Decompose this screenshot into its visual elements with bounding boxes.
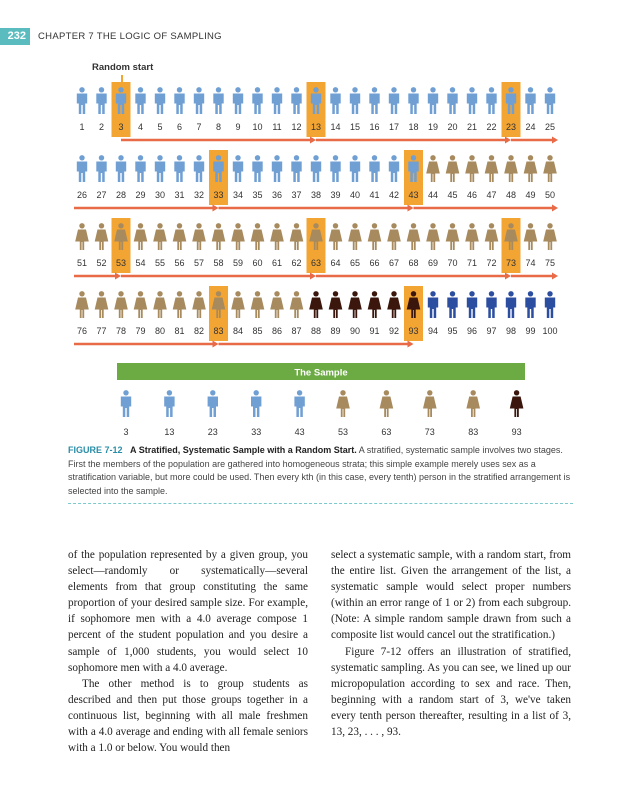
population-number: 12: [291, 122, 302, 132]
sample-number: 3: [123, 427, 129, 437]
population-number: 46: [466, 190, 478, 200]
sample-number: 53: [337, 427, 349, 437]
male-light-person-icon: [467, 87, 477, 114]
male-dark-person-icon: [428, 291, 438, 318]
population-number: 87: [291, 326, 302, 336]
population-number: 74: [525, 258, 536, 268]
sample-label: The Sample: [294, 367, 348, 379]
female-light-person-icon: [75, 223, 89, 250]
population-number: 55: [154, 258, 166, 268]
male-dark-person-icon: [525, 291, 535, 318]
population-number: 23: [505, 122, 517, 132]
interval-arrow-head: [115, 273, 121, 280]
population-number: 91: [369, 326, 380, 336]
population-number: 77: [96, 326, 107, 336]
population-number: 39: [330, 190, 341, 200]
female-light-person-icon: [290, 223, 304, 250]
population-number: 29: [135, 190, 146, 200]
population-number: 51: [76, 258, 88, 268]
interval-arrow-head: [552, 137, 558, 144]
population-number: 45: [447, 190, 458, 200]
population-number: 26: [76, 190, 88, 200]
population-number: 71: [466, 258, 478, 268]
population-number: 20: [447, 122, 458, 132]
population-number: 7: [196, 122, 202, 132]
male-light-person-icon: [369, 87, 379, 114]
population-number: 10: [252, 122, 263, 132]
interval-arrow-head: [552, 273, 558, 280]
sample-number: 83: [468, 427, 479, 437]
male-light-person-icon: [272, 87, 282, 114]
figure-title: A Stratified, Systematic Sample with a Random Start.: [130, 445, 357, 455]
female-light-person-icon: [153, 223, 167, 250]
running-head: CHAPTER 7 THE LOGIC OF SAMPLING: [38, 31, 222, 42]
random-start-label: Random start: [92, 62, 154, 73]
female-light-person-icon: [231, 223, 245, 250]
population-number: 85: [252, 326, 263, 336]
female-light-person-icon: [114, 291, 128, 318]
population-number: 78: [115, 326, 127, 336]
male-light-person-icon: [369, 155, 379, 182]
population-number: 80: [154, 326, 166, 336]
female-light-person-icon: [173, 223, 187, 250]
female-light-person-icon: [524, 155, 538, 182]
population-number: 53: [115, 258, 127, 268]
population-number: 17: [388, 122, 400, 132]
male-light-person-icon: [135, 87, 145, 114]
population-number: 97: [486, 326, 497, 336]
population-number: 48: [505, 190, 517, 200]
population-number: 96: [466, 326, 478, 336]
male-light-person-icon: [350, 155, 360, 182]
male-dark-person-icon: [467, 291, 477, 318]
interval-arrow-head: [505, 273, 511, 280]
female-light-person-icon: [504, 155, 518, 182]
paragraph: of the population represented by a given group, you select—randomly or systematically—several elements from that group constituting the same proportion of your desired sample size. For example, if sophomore men with a 4.0 average compose 1 percent of the student population and you desire a sample of 1,000 students, you would select 10 sophomore men with a 4.0 average.: [68, 549, 308, 674]
male-light-person-icon: [174, 87, 184, 114]
paragraph: The other method is to group students as described and then put those groups together in a continuous list, beginning with all male freshmen with a 4.0 average and ending with all female seniors with a 1.0 or below. You would then: [68, 677, 308, 755]
population-number: 40: [349, 190, 361, 200]
population-number: 2: [98, 122, 105, 132]
population-number: 63: [310, 258, 322, 268]
population-number: 19: [427, 122, 439, 132]
female-light-person-icon: [543, 223, 557, 250]
population-number: 84: [232, 326, 244, 336]
male-light-person-icon: [121, 390, 131, 417]
female-light-person-icon: [192, 223, 206, 250]
population-number: 60: [252, 258, 263, 268]
population-number: 82: [193, 326, 205, 336]
sample-number: 13: [164, 427, 175, 437]
male-light-person-icon: [252, 87, 262, 114]
female-light-person-icon: [95, 223, 109, 250]
female-light-person-icon: [407, 223, 421, 250]
female-light-person-icon: [336, 390, 350, 417]
sample-number: 23: [207, 427, 218, 437]
female-light-person-icon: [192, 291, 206, 318]
male-dark-person-icon: [447, 291, 457, 318]
population-number: 98: [505, 326, 517, 336]
page-number: 232: [0, 28, 30, 45]
male-light-person-icon: [233, 87, 243, 114]
population-number: 65: [349, 258, 361, 268]
population-number: 89: [330, 326, 341, 336]
population-number: 18: [408, 122, 419, 132]
population-number: 27: [96, 190, 107, 200]
population-number: 11: [272, 122, 282, 132]
female-light-person-icon: [231, 291, 245, 318]
male-light-person-icon: [291, 87, 301, 114]
female-light-person-icon: [446, 155, 460, 182]
figure-number: FIGURE 7-12: [68, 445, 123, 455]
population-number: 28: [115, 190, 127, 200]
male-light-person-icon: [330, 87, 340, 114]
male-dark-person-icon: [486, 291, 496, 318]
female-light-person-icon: [466, 390, 480, 417]
population-number: 73: [505, 258, 517, 268]
population-number: 37: [291, 190, 302, 200]
caption-divider: [68, 503, 573, 504]
female-light-person-icon: [251, 223, 265, 250]
female-light-person-icon: [212, 223, 226, 250]
population-number: 6: [176, 122, 183, 132]
population-number: 30: [154, 190, 166, 200]
female-light-person-icon: [348, 223, 362, 250]
female-light-person-icon: [290, 291, 304, 318]
population-number: 92: [388, 326, 400, 336]
male-light-person-icon: [251, 390, 261, 417]
female-dark-person-icon: [368, 291, 382, 318]
female-light-person-icon: [524, 223, 538, 250]
population-number: 94: [427, 326, 439, 336]
male-light-person-icon: [252, 155, 262, 182]
male-light-person-icon: [311, 155, 321, 182]
population-number: 86: [271, 326, 283, 336]
female-light-person-icon: [543, 155, 557, 182]
female-light-person-icon: [426, 155, 440, 182]
female-light-person-icon: [153, 291, 167, 318]
interval-arrow-head: [552, 205, 558, 212]
female-dark-person-icon: [348, 291, 362, 318]
female-light-person-icon: [465, 155, 479, 182]
female-dark-person-icon: [510, 390, 524, 417]
population-number: 8: [215, 122, 222, 132]
male-light-person-icon: [545, 87, 555, 114]
population-number: 56: [174, 258, 185, 268]
male-light-person-icon: [194, 87, 204, 114]
male-light-person-icon: [194, 155, 204, 182]
female-light-person-icon: [270, 291, 284, 318]
population-number: 34: [232, 190, 244, 200]
population-number: 24: [525, 122, 536, 132]
female-light-person-icon: [426, 223, 440, 250]
population-number: 31: [174, 190, 185, 200]
population-number: 67: [388, 258, 400, 268]
male-light-person-icon: [77, 155, 87, 182]
interval-arrow-head: [408, 205, 414, 212]
population-number: 33: [213, 190, 224, 200]
interval-arrow-head: [310, 273, 316, 280]
population-number: 41: [369, 190, 380, 200]
interval-arrow-head: [408, 341, 414, 348]
male-light-person-icon: [213, 87, 223, 114]
body-column-left: [68, 547, 308, 756]
female-light-person-icon: [95, 291, 109, 318]
population-number: 99: [525, 326, 536, 336]
sample-number: 93: [511, 427, 522, 437]
male-light-person-icon: [447, 87, 457, 114]
population-number: 35: [252, 190, 263, 200]
female-light-person-icon: [446, 223, 460, 250]
sample-number: 63: [381, 427, 392, 437]
male-light-person-icon: [155, 155, 165, 182]
population-number: 32: [193, 190, 205, 200]
population-number: 1: [79, 122, 85, 132]
population-number: 42: [388, 190, 400, 200]
population-number: 38: [310, 190, 322, 200]
population-number: 47: [486, 190, 497, 200]
sample-number: 73: [424, 427, 435, 437]
population-number: 79: [135, 326, 146, 336]
male-light-person-icon: [389, 155, 399, 182]
male-light-person-icon: [428, 87, 438, 114]
population-number: 93: [408, 326, 419, 336]
population-number: 75: [544, 258, 556, 268]
male-dark-person-icon: [506, 291, 516, 318]
population-number: 76: [76, 326, 88, 336]
population-number: 22: [486, 122, 497, 132]
population-number: 90: [349, 326, 361, 336]
male-light-person-icon: [174, 155, 184, 182]
male-light-person-icon: [350, 87, 360, 114]
female-light-person-icon: [380, 390, 394, 417]
male-light-person-icon: [389, 87, 399, 114]
population-number: 88: [310, 326, 322, 336]
population-number: 72: [486, 258, 497, 268]
female-light-person-icon: [387, 223, 401, 250]
population-number: 21: [466, 122, 478, 132]
population-number: 36: [271, 190, 283, 200]
paragraph: Figure 7-12 offers an illustration of stratified, systematic sampling. As you can see, we lined up our micropopulation according to sex and race. Then, beginning with a random start of 3, we've taken every tenth person thereafter, resulting in a list of 3, 13, 23, . . . , 93.: [331, 645, 571, 739]
population-number: 81: [174, 326, 185, 336]
population-number: 70: [447, 258, 458, 268]
male-light-person-icon: [525, 87, 535, 114]
male-light-person-icon: [135, 155, 145, 182]
male-light-person-icon: [208, 390, 218, 417]
figure-caption: [68, 444, 573, 498]
population-number: 49: [525, 190, 536, 200]
female-dark-person-icon: [309, 291, 323, 318]
population-number: 4: [137, 122, 144, 132]
male-light-person-icon: [294, 390, 304, 417]
male-dark-person-icon: [545, 291, 555, 318]
population-number: 54: [135, 258, 146, 268]
male-light-person-icon: [164, 390, 174, 417]
population-number: 3: [118, 122, 124, 132]
female-light-person-icon: [251, 291, 265, 318]
female-light-person-icon: [75, 291, 89, 318]
population-number: 64: [330, 258, 341, 268]
population-number: 44: [427, 190, 439, 200]
population-number: 5: [157, 122, 163, 132]
female-light-person-icon: [173, 291, 187, 318]
population-number: 83: [213, 326, 224, 336]
interval-arrow-head: [505, 137, 511, 144]
male-light-person-icon: [408, 87, 418, 114]
population-number: 59: [232, 258, 244, 268]
population-number: 13: [310, 122, 322, 132]
male-light-person-icon: [233, 155, 243, 182]
female-light-person-icon: [465, 223, 479, 250]
population-number: 100: [542, 326, 558, 336]
female-light-person-icon: [485, 155, 499, 182]
interval-arrow-head: [213, 341, 219, 348]
male-light-person-icon: [96, 87, 106, 114]
caption-text: A stratified, systematic sample involves two stages. First the members of the population are gathered into homogeneous strata; this simple example merely uses sex as a stratification variable, but more could be used. Then every kth (in this case, every tenth) person in the stratified arrangement is selected into the sample.: [68, 445, 571, 496]
female-light-person-icon: [134, 223, 148, 250]
population-number: 58: [213, 258, 224, 268]
male-light-person-icon: [116, 155, 126, 182]
population-number: 68: [408, 258, 419, 268]
interval-arrow-head: [310, 137, 316, 144]
population-number: 62: [291, 258, 302, 268]
population-number: 16: [369, 122, 380, 132]
population-number: 69: [427, 258, 439, 268]
female-light-person-icon: [368, 223, 382, 250]
population-number: 57: [193, 258, 205, 268]
female-light-person-icon: [423, 390, 437, 417]
male-light-person-icon: [96, 155, 106, 182]
male-light-person-icon: [330, 155, 340, 182]
female-light-person-icon: [485, 223, 499, 250]
population-number: 61: [271, 258, 283, 268]
population-number: 95: [447, 326, 458, 336]
population-number: 9: [235, 122, 241, 132]
sample-number: 43: [294, 427, 305, 437]
female-light-person-icon: [270, 223, 284, 250]
female-dark-person-icon: [329, 291, 343, 318]
paragraph: select a systematic sample, with a random start, from the entire list. Given the arrangement of the list, a systematic sample would select proper numbers (within an error range of 1 or 2) from each subgroup. (Note: A simple random sample drawn from such a composite list would cancel out the stratification.): [331, 549, 571, 642]
population-number: 15: [349, 122, 361, 132]
female-light-person-icon: [134, 291, 148, 318]
population-number: 52: [96, 258, 107, 268]
population-number: 50: [544, 190, 556, 200]
male-light-person-icon: [272, 155, 282, 182]
male-light-person-icon: [291, 155, 301, 182]
population-number: 14: [330, 122, 341, 132]
body-column-right: [331, 547, 571, 740]
female-dark-person-icon: [387, 291, 401, 318]
sample-number: 33: [251, 427, 262, 437]
male-light-person-icon: [486, 87, 496, 114]
female-light-person-icon: [329, 223, 343, 250]
male-light-person-icon: [77, 87, 87, 114]
population-number: 43: [408, 190, 419, 200]
population-number: 66: [369, 258, 380, 268]
interval-arrow-head: [213, 205, 219, 212]
male-light-person-icon: [155, 87, 165, 114]
population-number: 25: [544, 122, 556, 132]
